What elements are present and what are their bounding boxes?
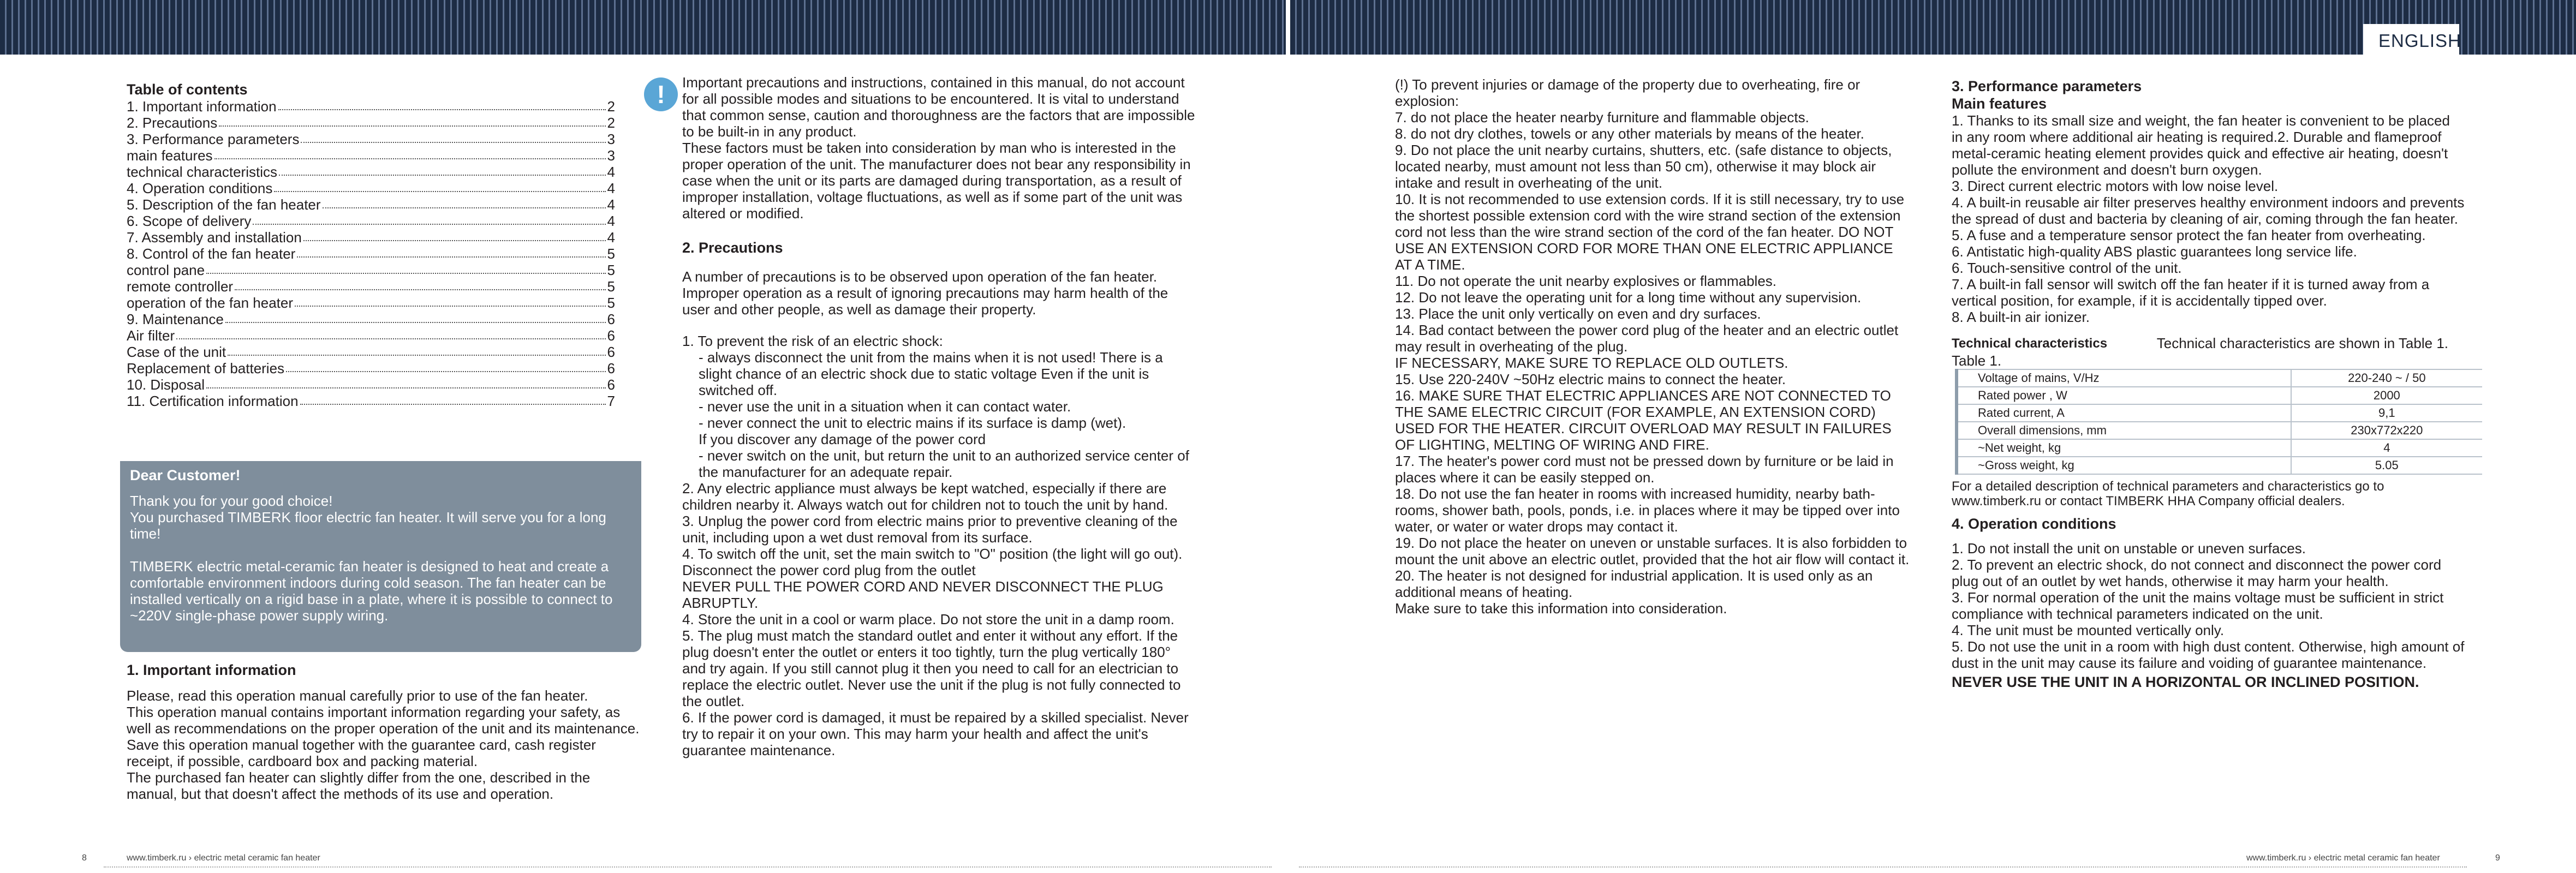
feature-6b: 6. Touch-sensitive control of the unit. xyxy=(1952,260,2182,276)
precaution-12: 12. Do not leave the operating unit for a long time without any supervision. xyxy=(1395,289,1862,306)
spec-row xyxy=(1957,439,2482,457)
precaution-5: 5. The plug must match the standard outlet and enter it without any effort. If the plug doesn't enter the outlet or enters it too tightly, turn the plug vertically 180° and try again. If you still cannot plug it then you need to call for an electrician to replace the electric outlet. Never use the unit if the plug is not fully connected to the outlet. xyxy=(682,627,1181,709)
toc-leader-dots xyxy=(279,175,606,176)
spec-row xyxy=(1957,457,2482,474)
toc-leader-dots xyxy=(219,125,605,127)
precaution-9: 9. Do not place the unit nearby curtains, shutters, etc. (safe distance to objects, located nearby, must amount not less than 50 cm), otherwise it may block air intake and result in overheating of the unit. xyxy=(1395,142,1892,191)
precaution-15: 15. Use 220-240V ~50Hz electric mains to connect the heater. xyxy=(1395,371,1786,387)
precaution-17: 17. The heater's power cord must not be pressed down by furniture or be laid in places where it can be easily stepped on. xyxy=(1395,453,1894,486)
table-label: Table 1. xyxy=(1952,352,2002,369)
toc-leader-dots xyxy=(274,191,605,192)
important-p3: Save this operation manual together with the guarantee card, cash register receipt, if possible, cardboard box and packing material. xyxy=(127,737,596,769)
toc-item[interactable] xyxy=(127,344,615,360)
footer-rule-left xyxy=(104,866,1272,868)
feature-1: 1. Thanks to its small size and weight, the fan heater is convenient to be placed in any room where additional air heating is required.2. Durable and flameproof metal-ceramic heating element provides quick and effective air heating, doesn't pollute the environment and doesn't burn oxygen. xyxy=(1952,112,2450,178)
toc-title: Table of contents xyxy=(127,81,248,98)
precaution-1e: - never switch on the unit, but return the unit to an authorized service center of the manufacturer for an adequate repair. xyxy=(699,447,1189,480)
notice-p1: Important precautions and instructions, contained in this manual, do not account for all possible modes and situations to be encountered. It is vital to understand that common sense, caution and thoroughness are the factors that are impossible to be built-in in any product. xyxy=(682,74,1195,140)
spec-value: 5.05 xyxy=(2291,457,2482,474)
toc-item-page: 6 xyxy=(607,360,615,376)
precaution-16: 16. MAKE SURE THAT ELECTRIC APPLIANCES ARE NOT CONNECTED TO THE SAME ELECTRIC CIRCUIT (FOR EXAMPLE, AN EXTENSION CORD) USED FOR THE HEATER. CIRCUIT OVERLOAD MAY RESULT IN FAILURES OF LIGHTING, MELTING OF WIRING AND FIRE. xyxy=(1395,387,1892,453)
spec-row xyxy=(1957,404,2482,422)
toc-item-label: main features xyxy=(127,147,213,164)
precaution-1: 1. To prevent the risk of an electric shock: xyxy=(682,333,943,349)
toc-item[interactable] xyxy=(127,246,615,262)
toc-item-page: 4 xyxy=(607,213,615,229)
tech-title: Technical characteristics xyxy=(1952,336,2108,351)
spec-param: ~Net weight, kg xyxy=(1957,439,2291,457)
precaution-20: 20. The heater is not designed for industrial application. It is used only as an additional means of heating. xyxy=(1395,567,1873,600)
toc-item[interactable] xyxy=(127,278,615,295)
toc-item[interactable] xyxy=(127,262,615,278)
spec-value: 9,1 xyxy=(2291,404,2482,422)
precaution-closing: Make sure to take this information into consideration. xyxy=(1395,600,1727,617)
toc-leader-dots xyxy=(235,289,605,290)
performance-title: 3. Performance parameters xyxy=(1952,78,2142,94)
feature-7: 7. A built-in fall sensor will switch off the fan heater if it is turned away from a vertical position, for example, if it is accidentally tipped over. xyxy=(1952,276,2430,309)
performance-column xyxy=(1952,77,2465,691)
feature-4: 4. A built-in reusable air filter preserves healthy environment indoors and prevents the spread of dust and bacteria by cleaning of air, coming through the fan heater. xyxy=(1952,194,2465,227)
toc-item-label: 6. Scope of delivery xyxy=(127,213,252,229)
toc-item-label: 11. Certification information xyxy=(127,393,299,409)
customer-description: TIMBERK electric metal-ceramic fan heater is designed to heat and create a comfortable environment indoors during cold season. The fan heater can be installed vertically on a rigid base in a plate, where it is possible to connect to ~220V single-phase power supply wiring. xyxy=(130,558,613,624)
toc-item-label: control pane xyxy=(127,262,205,278)
toc-leader-dots xyxy=(301,142,605,143)
toc-leader-dots xyxy=(323,207,606,208)
precaution-1c: - never connect the unit to electric mains if its surface is damp (wet). xyxy=(699,415,1126,431)
footer-text-left: www.timberk.ru › electric metal ceramic fan heater xyxy=(127,853,320,863)
toc-item-page: 4 xyxy=(607,164,615,180)
toc-leader-dots xyxy=(214,158,606,159)
toc-item[interactable] xyxy=(127,360,615,376)
toc-item[interactable] xyxy=(127,147,615,164)
toc-leader-dots xyxy=(225,322,606,323)
important-p4: The purchased fan heater can slightly differ from the one, described in the manual, but that doesn't affect the methods of its use and operation. xyxy=(127,769,591,802)
notice-p2: These factors must be taken into consideration by man who is interested in the proper operation of the unit. The manufacturer does not bear any responsibility in case when the unit or its parts are damaged during transportation, as a result of improper installation, voltage fluctuations, as well as if some part of the unit was altered or modified. xyxy=(682,140,1191,222)
precaution-13: 13. Place the unit only vertically on even and dry surfaces. xyxy=(1395,306,1761,322)
spec-param: Voltage of mains, V/Hz xyxy=(1957,369,2291,387)
toc-item-label: operation of the fan heater xyxy=(127,295,294,311)
precaution-18: 18. Do not use the fan heater in rooms with increased humidity, nearby bath-rooms, shower bath, pools, ponds, i.e. in places where it may be tipped over into water, or water or water drops may contact it. xyxy=(1395,486,1900,535)
toc-item[interactable] xyxy=(127,311,615,327)
important-info-section xyxy=(127,661,640,802)
dear-customer-box xyxy=(120,461,641,652)
toc-item-label: 7. Assembly and installation xyxy=(127,229,302,246)
toc-item[interactable] xyxy=(127,196,615,213)
precaution-3: 3. Unplug the power cord from electric mains prior to preventive cleaning of the unit, including upon a wet dust removal from its surface. xyxy=(682,513,1178,546)
toc-leader-dots xyxy=(206,273,605,274)
toc-leader-dots xyxy=(278,109,606,110)
toc-item[interactable] xyxy=(127,327,615,344)
toc-item[interactable] xyxy=(127,164,615,180)
toc-item[interactable] xyxy=(127,115,615,131)
toc-item-label: remote controller xyxy=(127,278,234,295)
customer-purchase: You purchased TIMBERK floor electric fan heater. It will serve you for a long time! xyxy=(130,509,606,542)
toc-item-page: 7 xyxy=(607,393,615,409)
toc-column xyxy=(127,81,615,409)
main-features-title: Main features xyxy=(1952,95,2047,112)
toc-item[interactable] xyxy=(127,376,615,393)
spec-param: Rated power , W xyxy=(1957,387,2291,404)
page-number-right: 9 xyxy=(2495,853,2500,863)
warning-icon: ! xyxy=(644,77,678,111)
toc-item-page: 5 xyxy=(607,278,615,295)
toc-item-page: 3 xyxy=(607,131,615,147)
precautions-continued-column xyxy=(1395,76,1911,617)
precaution-7: 7. do not place the heater nearby furniture and flammable objects. xyxy=(1395,109,1809,125)
operation-4: 4. The unit must be mounted vertically only. xyxy=(1952,622,2225,638)
operation-title: 4. Operation conditions xyxy=(1952,516,2116,532)
operation-1: 1. Do not install the unit on unstable or uneven surfaces. xyxy=(1952,540,2306,557)
toc-item[interactable] xyxy=(127,98,615,115)
precaution-10: 10. It is not recommended to use extension cords. If it is still necessary, try to use the shortest possible extension cord with the wire strand section of the extension cord not less than the wire strand section of the cord of the fan heater. DO NOT USE AN EXTENSION CORD FOR MORE THAN ONE ELECTRIC APPLIANCE AT A TIME. xyxy=(1395,191,1905,273)
toc-item[interactable] xyxy=(127,393,615,409)
toc-leader-dots xyxy=(297,256,605,258)
toc-item[interactable] xyxy=(127,229,615,246)
footer-rule-right xyxy=(1299,866,2467,868)
toc-leader-dots xyxy=(295,306,606,307)
precaution-fire-intro: (!) To prevent injuries or damage of the property due to overheating, fire or explosion: xyxy=(1395,76,1861,109)
spec-value: 220-240 ~ / 50 xyxy=(2291,369,2482,387)
feature-3: 3. Direct current electric motors with low noise level. xyxy=(1952,178,2279,194)
toc-item-page: 6 xyxy=(607,376,615,393)
tech-spec-table xyxy=(1955,369,2482,475)
precautions-intro: A number of precautions is to be observed upon operation of the fan heater. Improper operation as a result of ignoring precautions may harm health of the user and other people, as well as damage their property. xyxy=(682,268,1168,318)
important-title: 1. Important information xyxy=(127,662,296,678)
toc-item-label: 3. Performance parameters xyxy=(127,131,300,147)
toc-leader-dots xyxy=(300,404,606,405)
operation-2: 2. To prevent an electric shock, do not connect and disconnect the power cord plug out of an outlet by wet hands, otherwise it may harm your health. xyxy=(1952,557,2442,589)
spec-param: ~Gross weight, kg xyxy=(1957,457,2291,474)
toc-item-page: 2 xyxy=(607,98,615,115)
precaution-4: 4. To switch off the unit, set the main switch to "O" position (the light will go out). Disconnect the power cord plug from the outlet xyxy=(682,546,1183,578)
toc-item-page: 4 xyxy=(607,229,615,246)
toc-item-page: 3 xyxy=(607,147,615,164)
precaution-1a: - always disconnect the unit from the mains when it is not used! There is a slight chance of an electric shock due to static voltage Even if the unit is switched off. xyxy=(699,349,1163,398)
footer-text-right: www.timberk.ru › electric metal ceramic fan heater xyxy=(2246,853,2440,863)
toc-leader-dots xyxy=(176,338,605,339)
toc-item-label: Case of the unit xyxy=(127,344,226,360)
toc-item-label: 8. Control of the fan heater xyxy=(127,246,296,262)
toc-item[interactable] xyxy=(127,131,615,147)
precautions-column xyxy=(682,74,1198,758)
spec-value: 2000 xyxy=(2291,387,2482,404)
precaution-4-caps: NEVER PULL THE POWER CORD AND NEVER DISCONNECT THE PLUG ABRUPTLY. xyxy=(682,578,1164,611)
spec-value: 230x772x220 xyxy=(2291,422,2482,439)
precaution-19: 19. Do not place the heater on uneven or unstable surfaces. It is also forbidden to mount the unit above an electric outlet, provided that the hot air flow will contact it. xyxy=(1395,535,1910,567)
spec-param: Overall dimensions, mm xyxy=(1957,422,2291,439)
spec-row xyxy=(1957,422,2482,439)
toc-item[interactable] xyxy=(127,180,615,196)
precaution-2: 2. Any electric appliance must always be kept watched, especially if there are children nearby it. Always watch out for children not to touch the unit by hand. xyxy=(682,480,1168,513)
toc-item-page: 2 xyxy=(607,115,615,131)
page-number-left: 8 xyxy=(82,853,87,863)
important-p2: This operation manual contains important information regarding your safety, as well as recommendations on the proper operation of the unit and its maintenance. xyxy=(127,704,640,737)
toc-item-label: technical characteristics xyxy=(127,164,277,180)
operation-warning: NEVER USE THE UNIT IN A HORIZONTAL OR INCLINED POSITION. xyxy=(1952,674,2419,690)
precaution-1d: If you discover any damage of the power cord xyxy=(699,431,986,447)
precaution-8: 8. do not dry clothes, towels or any other materials by means of the heater. xyxy=(1395,125,1864,142)
tech-note: Technical characteristics are shown in Table 1. xyxy=(2156,335,2448,351)
customer-title: Dear Customer! xyxy=(130,467,241,483)
toc-item-page: 4 xyxy=(607,180,615,196)
spec-value: 4 xyxy=(2291,439,2482,457)
toc-item-label: 5. Description of the fan heater xyxy=(127,196,321,213)
toc-item-page: 5 xyxy=(607,262,615,278)
spec-row xyxy=(1957,387,2482,404)
toc-item-page: 6 xyxy=(607,311,615,327)
toc-item-page: 5 xyxy=(607,246,615,262)
toc-item-label: 4. Operation conditions xyxy=(127,180,273,196)
toc-item[interactable] xyxy=(127,295,615,311)
toc-item-label: Replacement of batteries xyxy=(127,360,285,376)
toc-item-label: 2. Precautions xyxy=(127,115,218,131)
important-p1: Please, read this operation manual carefully prior to use of the fan heater. xyxy=(127,687,588,704)
customer-thanks: Thank you for your good choice! xyxy=(130,493,333,509)
spec-param: Rated current, A xyxy=(1957,404,2291,422)
toc-item-label: 1. Important information xyxy=(127,98,277,115)
toc-item-label: 9. Maintenance xyxy=(127,311,224,327)
toc-leader-dots xyxy=(228,355,605,356)
page-spread-gap xyxy=(1286,0,1290,55)
precaution-1b: - never use the unit in a situation when it can contact water. xyxy=(699,398,1071,415)
operation-5: 5. Do not use the unit in a room with high dust content. Otherwise, high amount of dust in the unit may cause its failure and voiding of guarantee maintenance. xyxy=(1952,638,2465,671)
precaution-14: 14. Bad contact between the power cord plug of the heater and an electric outlet may result in overheating of the plug. xyxy=(1395,322,1899,355)
precautions-title: 2. Precautions xyxy=(682,240,783,256)
toc-item-page: 4 xyxy=(607,196,615,213)
toc-leader-dots xyxy=(206,387,605,388)
feature-5: 5. A fuse and a temperature sensor protect the fan heater from overheating. xyxy=(1952,227,2426,243)
toc-item-page: 6 xyxy=(607,344,615,360)
feature-6: 6. Antistatic high-quality ABS plastic guarantees long service life. xyxy=(1952,243,2357,260)
language-label: ENGLISH xyxy=(2378,31,2461,51)
language-label-box xyxy=(2363,24,2459,55)
precaution-4b: 4. Store the unit in a cool or warm place. Do not store the unit in a damp room. xyxy=(682,611,1174,627)
toc-item-label: Air filter xyxy=(127,327,175,344)
precaution-6: 6. If the power cord is damaged, it must be repaired by a skilled specialist. Never try to repair it on your own. This may harm your health and affect the unit's guarantee maintenance. xyxy=(682,709,1189,758)
toc-item[interactable] xyxy=(127,213,615,229)
tech-after-note: For a detailed description of technical parameters and characteristics go to www.timberk.ru or contact TIMBERK HHA Company official dealers. xyxy=(1952,479,2384,509)
toc-leader-dots xyxy=(303,240,606,241)
toc-leader-dots xyxy=(286,371,605,372)
toc-item-label: 10. Disposal xyxy=(127,376,205,393)
toc-leader-dots xyxy=(253,224,605,225)
precaution-11: 11. Do not operate the unit nearby explosives or flammables. xyxy=(1395,273,1777,289)
feature-8: 8. A built-in air ionizer. xyxy=(1952,309,2090,325)
precaution-14-caps: IF NECESSARY, MAKE SURE TO REPLACE OLD OUTLETS. xyxy=(1395,355,1788,371)
toc-list xyxy=(127,98,615,409)
tech-header-row xyxy=(1952,335,2465,352)
toc-item-page: 5 xyxy=(607,295,615,311)
operation-3: 3. For normal operation of the unit the mains voltage must be sufficient in strict compliance with technical parameters indicated on the unit. xyxy=(1952,589,2444,622)
spec-row xyxy=(1957,369,2482,387)
toc-item-page: 6 xyxy=(607,327,615,344)
